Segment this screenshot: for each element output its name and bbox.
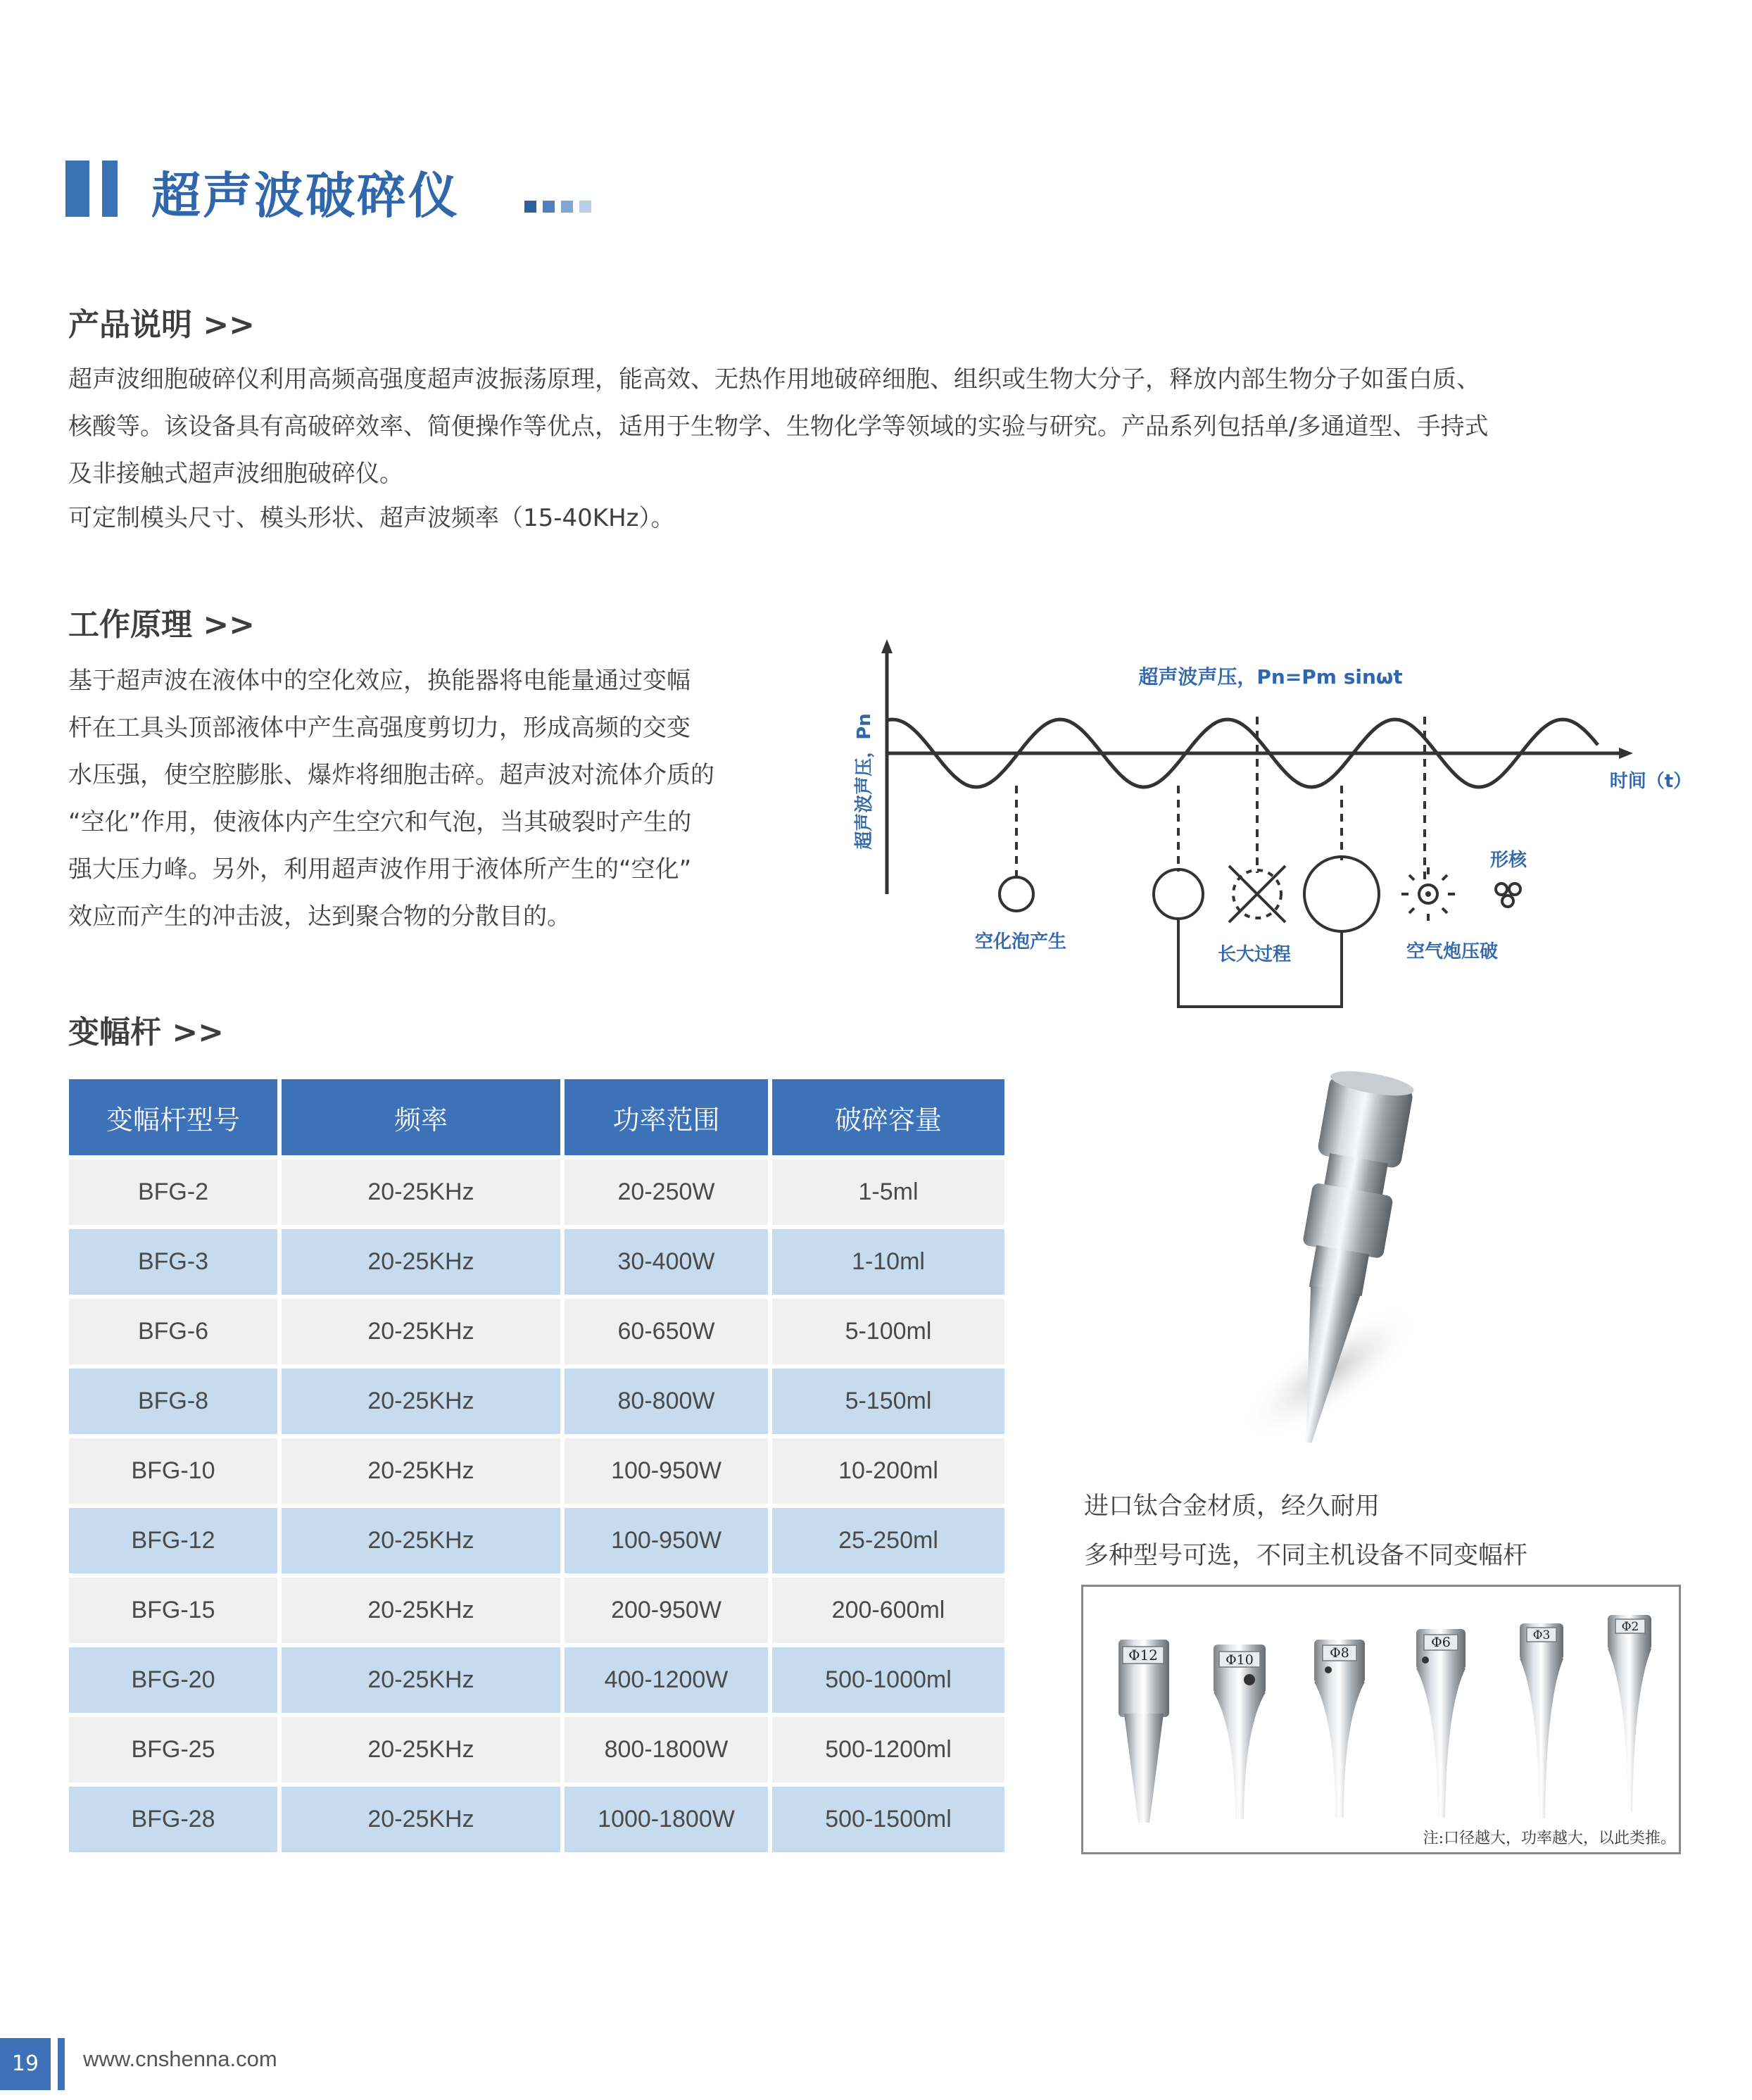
horn-product-image [1225,1063,1492,1457]
table-header-cell: 破碎容量 [772,1079,1004,1155]
title-dots [524,201,591,213]
tip-2 [1608,1615,1651,1812]
tip-size-label: Φ12 [1128,1647,1158,1664]
table-cell: 20-25KHz [282,1647,560,1713]
table-cell: 60-650W [565,1299,768,1364]
table-cell: 500-1500ml [772,1787,1004,1852]
table-cell: 1-10ml [772,1229,1004,1295]
title-dot [579,201,591,213]
x-axis-label: 时间（t） [1609,771,1692,792]
title-accent-bar [102,161,118,217]
paragraph-line: 强大压力峰。另外，利用超声波作用于液体所产生的“空化” [68,855,692,884]
table-cell: 400-1200W [565,1647,768,1713]
wave-label: 超声波声压，Pn=Pm sinωt [1138,665,1403,689]
table-cell: 30-400W [565,1229,768,1295]
table-cell: 1-5ml [772,1159,1004,1225]
table-row [69,1369,1004,1434]
table-cell: 20-25KHz [282,1787,560,1852]
growth-label: 长大过程 [1217,944,1292,965]
table-cell: BFG-25 [69,1717,277,1783]
table-row [69,1787,1004,1852]
small-bubble [1000,877,1033,911]
table-cell: BFG-3 [69,1229,277,1295]
medium-bubble [1154,869,1203,919]
table-cell: 20-25KHz [282,1717,560,1783]
tip-6 [1416,1629,1466,1818]
paragraph-line: 杆在工具头顶部液体中产生高强度剪切力，形成高频的交变 [68,714,691,742]
y-axis-arrow [881,639,893,653]
tip-12 [1118,1640,1169,1823]
table-cell: 500-1200ml [772,1717,1004,1783]
table-cell: 20-250W [565,1159,768,1225]
y-axis-label: 超声波声压，Pn [854,713,875,850]
table-row [69,1159,1004,1225]
section-heading-horn: 变幅杆 >> [68,1014,225,1050]
title-dot [561,201,573,213]
nucleus-cluster [1496,884,1520,907]
table-row [69,1647,1004,1713]
table-cell: 1000-1800W [565,1787,768,1852]
tip-size-label: Φ2 [1621,1620,1639,1634]
table-cell: BFG-15 [69,1578,277,1643]
bursting-bubble [1229,866,1285,922]
table-cell: 5-100ml [772,1299,1004,1364]
table-cell: 100-950W [565,1438,768,1504]
cavitation-diagram [831,634,1692,1014]
table-cell: 800-1800W [565,1717,768,1783]
table-cell: 80-800W [565,1369,768,1434]
tip-size-label: Φ10 [1225,1652,1254,1668]
table-cell: 20-25KHz [282,1438,560,1504]
table-row [69,1229,1004,1295]
table-cell: BFG-2 [69,1159,277,1225]
section-heading-principle: 工作原理 >> [68,607,256,643]
table-cell: BFG-12 [69,1508,277,1573]
paragraph-line: 超声波细胞破碎仪利用高频高强度超声波振荡原理，能高效、无热作用地破碎细胞、组织或生物大分子，释放内部生物分子如蛋白质、 [68,365,1480,394]
principle-description [68,658,714,941]
table-cell: 10-200ml [772,1438,1004,1504]
page-number: 19 [0,2038,51,2090]
tip-10 [1214,1645,1266,1819]
table-cell: 100-950W [565,1508,768,1573]
paragraph-line: 基于超声波在液体中的空化效应，换能器将电能量通过变幅 [68,667,691,695]
table-cell: 20-25KHz [282,1229,560,1295]
table-cell: 20-25KHz [282,1578,560,1643]
tip-8 [1314,1640,1365,1818]
table-row [69,1508,1004,1573]
table-cell: 5-150ml [772,1369,1004,1434]
paragraph-line: 及非接触式超声波细胞破碎仪。 [68,460,403,488]
table-cell: 20-25KHz [282,1369,560,1434]
product-description [68,356,1488,542]
table-cell: BFG-20 [69,1647,277,1713]
large-bubble [1304,857,1379,931]
bubble-label: 空化泡产生 [974,931,1067,952]
tip-size-label: Φ8 [1330,1645,1349,1661]
collapse-label: 空气炮压破 [1406,941,1499,962]
nucleus-label: 形核 [1489,850,1527,871]
horn-spec-table [65,1075,1009,1856]
table-cell: BFG-8 [69,1369,277,1434]
section-heading-product: 产品说明 >> [68,307,256,343]
tip-3 [1520,1623,1563,1818]
page-title: 超声波破碎仪 [151,167,460,225]
table-row [69,1299,1004,1364]
paragraph-line: 可定制模头尺寸、模头形状、超声波频率（15-40KHz）。 [68,504,675,532]
title-dot [543,201,555,213]
title-accent-bar [65,161,89,217]
table-cell: 500-1000ml [772,1647,1004,1713]
table-cell: 200-600ml [772,1578,1004,1643]
table-cell: BFG-10 [69,1438,277,1504]
table-cell: 20-25KHz [282,1508,560,1573]
tip-size-label: Φ6 [1431,1635,1451,1650]
footer-url[interactable]: www.cnshenna.com [83,2046,277,2071]
paragraph-line: “空化”作用，使液体内产生空穴和气泡，当其破裂时产生的 [68,808,692,836]
product-caption: 多种型号可选，不同主机设备不同变幅杆 [1084,1542,1528,1570]
paragraph-line: 核酸等。该设备具有高破碎效率、简便操作等优点，适用于生物学、生物化学等领域的实验与研究。产品系列包括单/多通道型、手持式 [68,413,1489,441]
tip-varieties-image [1083,1587,1679,1852]
table-cell: 20-25KHz [282,1159,560,1225]
table-cell: 25-250ml [772,1508,1004,1573]
tip-varieties-box [1081,1585,1681,1854]
table-cell: BFG-6 [69,1299,277,1364]
table-row [69,1578,1004,1643]
table-header-row [69,1079,1004,1155]
table-header-cell: 功率范围 [565,1079,768,1155]
table-row [69,1438,1004,1504]
table-cell: 20-25KHz [282,1299,560,1364]
tip-size-label: Φ3 [1532,1628,1551,1642]
paragraph-line: 效应而产生的冲击波，达到聚合物的分散目的。 [68,903,571,931]
paragraph-line: 水压强，使空腔膨胀、爆炸将细胞击碎。超声波对流体介质的 [68,761,714,789]
table-header-cell: 变幅杆型号 [69,1079,277,1155]
collapse-burst [1401,867,1455,921]
product-caption: 进口钛合金材质，经久耐用 [1084,1492,1380,1521]
title-dot [524,201,536,213]
x-axis-arrow [1619,748,1633,759]
tip-note: 注:口径越大，功率越大，以此类推。 [1423,1830,1676,1847]
table-cell: BFG-28 [69,1787,277,1852]
table-cell: 200-950W [565,1578,768,1643]
table-row [69,1717,1004,1783]
footer-accent-bar [58,2038,65,2090]
table-header-cell: 频率 [282,1079,560,1155]
